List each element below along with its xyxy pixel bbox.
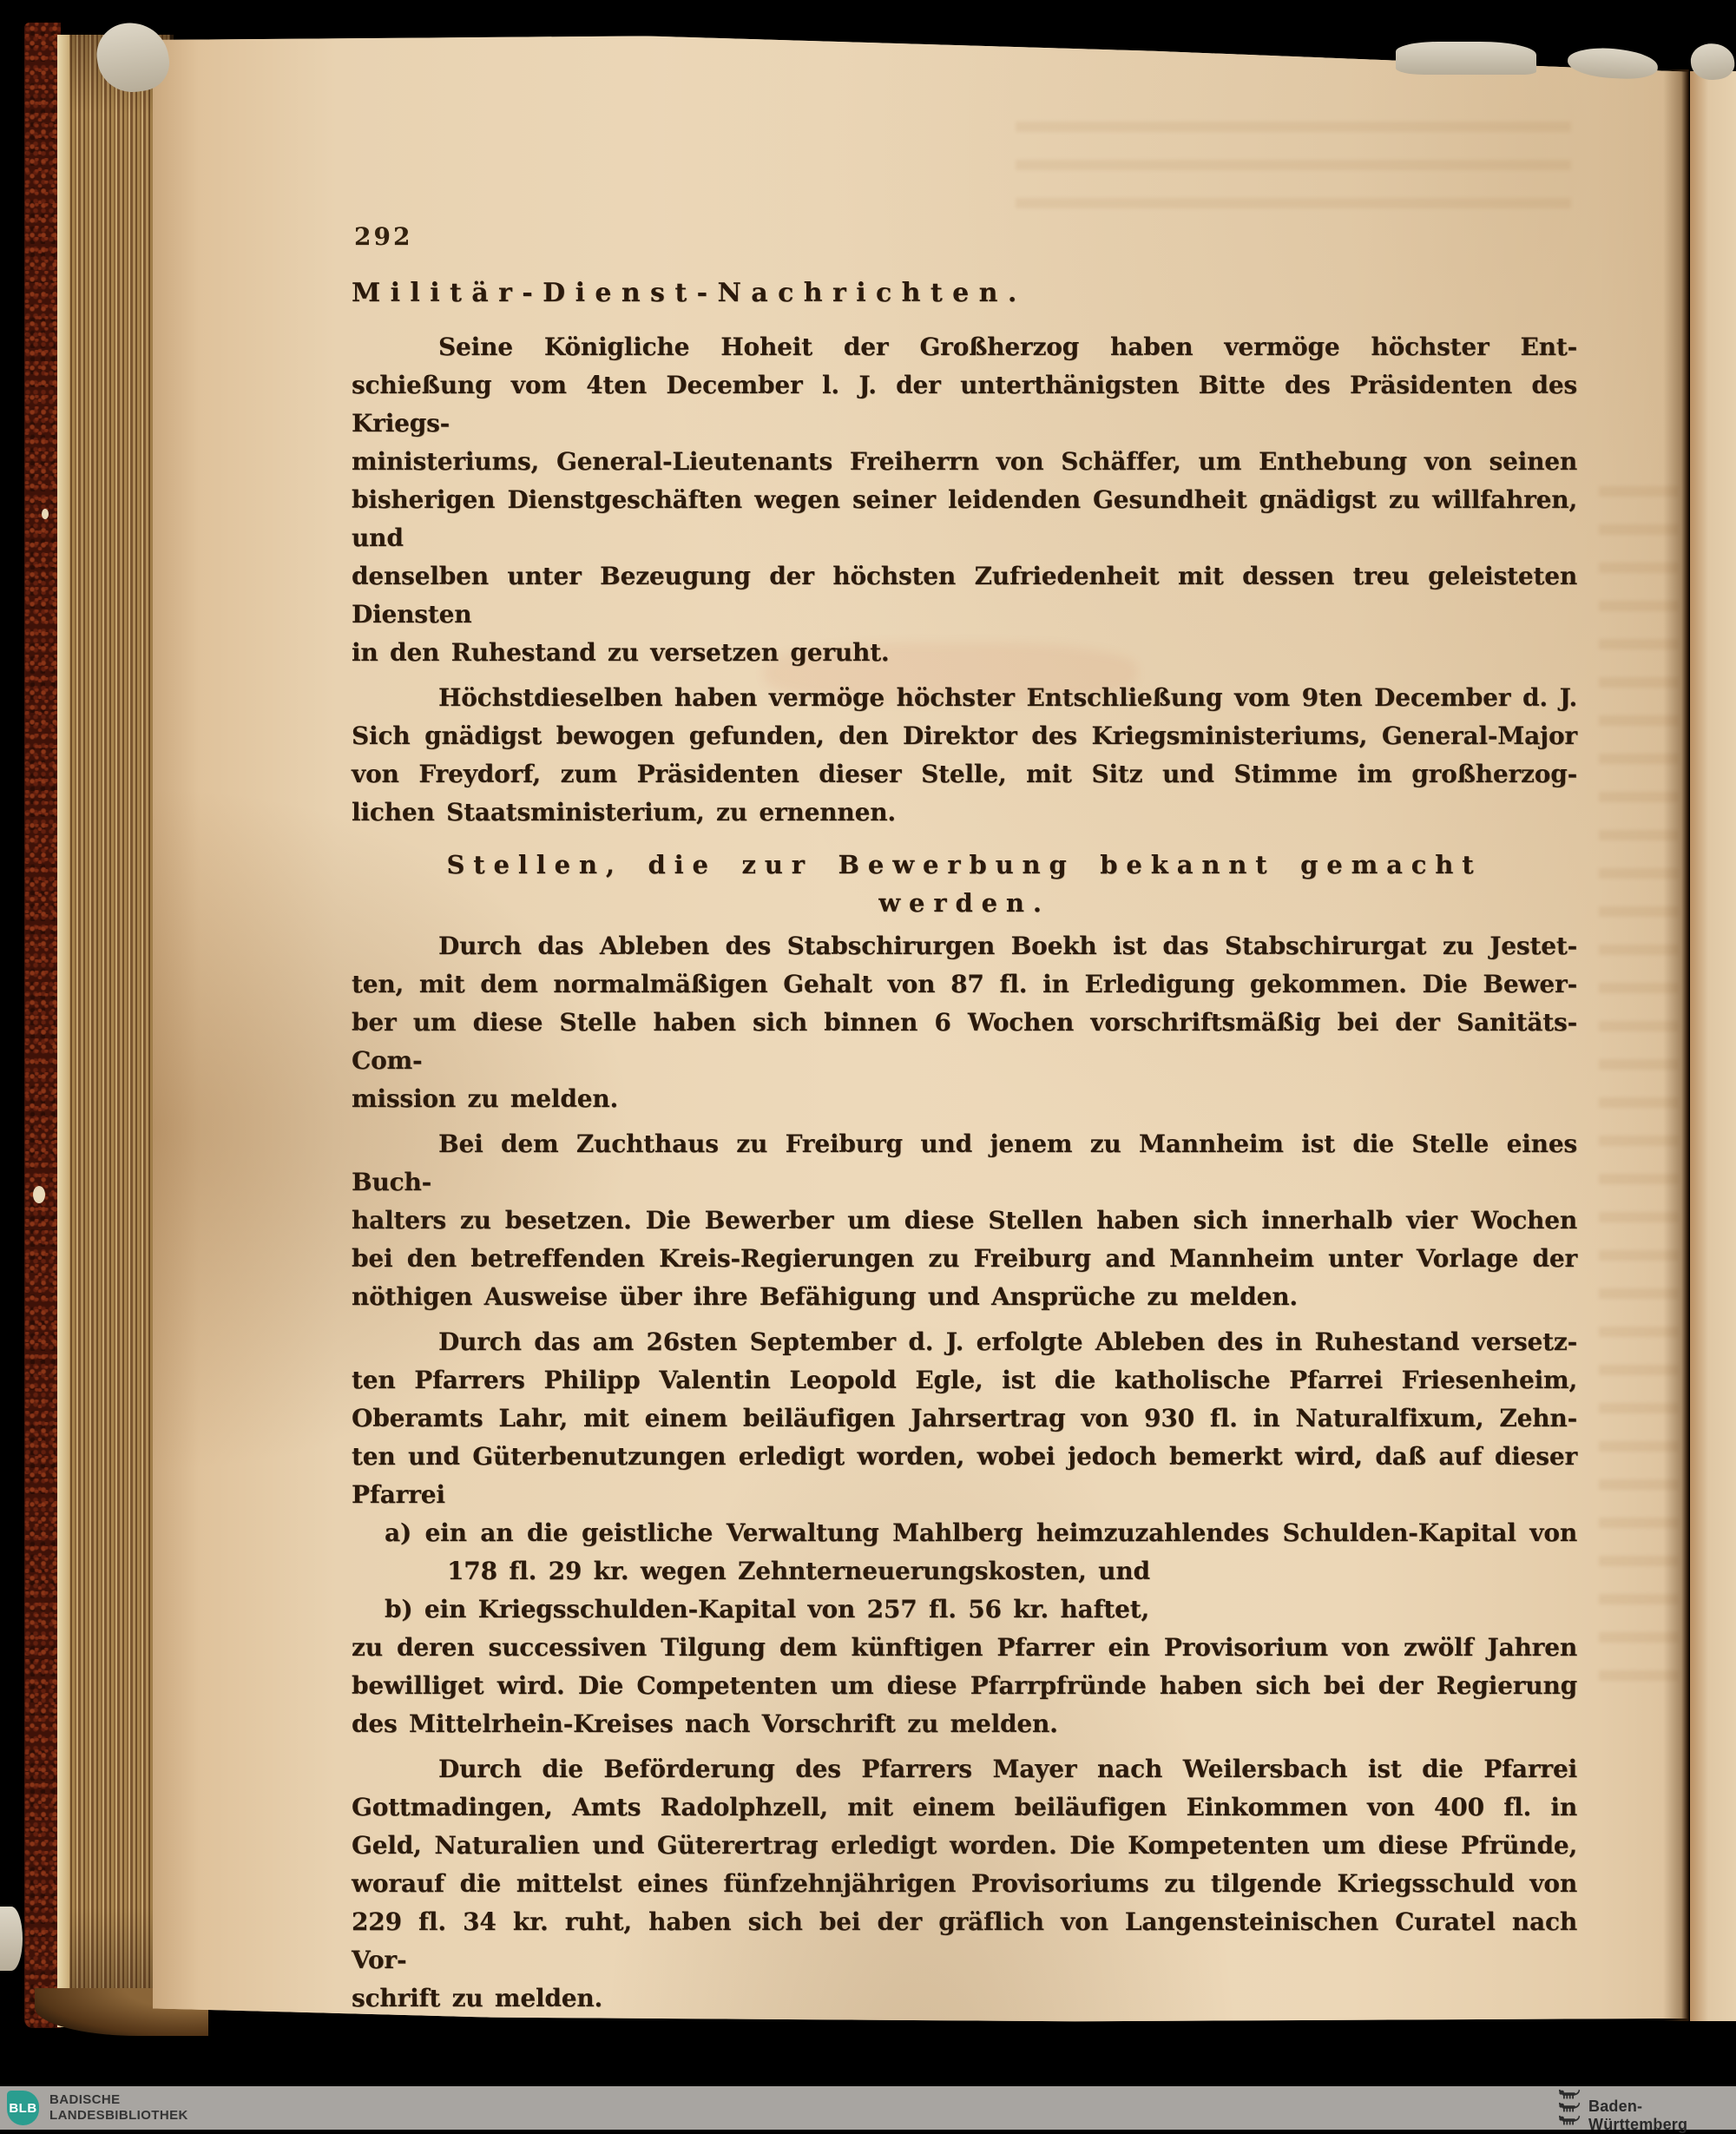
text-line: bisherigen Dienstgeschäften wegen seiner leidenden Gesundheit gnädigst zu willfahren, und: [352, 485, 1577, 552]
text-line: nöthigen Ausweise über ihre Befähigung und Ansprüche zu melden.: [352, 1282, 1298, 1311]
text-line: halters zu besetzen. Die Bewerber um diese Stellen haben sich innerhalb vier Wochen: [352, 1206, 1577, 1235]
facing-page-sliver: [1690, 71, 1736, 2021]
paragraph: [352, 1750, 1577, 2018]
section-heading: [352, 846, 1577, 922]
page-number: 292: [354, 222, 413, 251]
blb-library-name: [49, 2092, 188, 2124]
text-line: Sich gnädigst bewogen gefunden, den Direktor des Kriegsministeriums, General-Major: [352, 721, 1577, 750]
text-line: schießung vom 4ten December l. J. der unterthänigsten Bitte des Präsidenten des Kriegs-: [352, 371, 1577, 438]
text-line: Oberamts Lahr, mit einem beiläufigen Jahrsertrag von 930 fl. in Naturalfixum, Zehn-: [352, 1404, 1577, 1433]
text-line: Geld, Naturalien und Güterertrag erledigt worden. Die Kompetenten um diese Pfründe,: [352, 1831, 1577, 1860]
blb-library-name-line2: LANDESBIBLIOTHEK: [49, 2108, 188, 2123]
text-line: 229 fl. 34 kr. ruht, haben sich bei der gräflich von Langensteinischen Curatel nach Vor-: [352, 1907, 1577, 1974]
text-line: ten und Güterbenutzungen erledigt worden, wobei jedoch bemerkt wird, daß auf dieser: [352, 1442, 1577, 1471]
text-line: Militär-Dienst-Nachrichten.: [352, 278, 1027, 308]
text-line: lichen Staatsministerium, zu ernennen.: [352, 798, 896, 827]
text-line: schrift zu melden.: [352, 1984, 603, 2012]
text-line: ten, mit dem normalmäßigen Gehalt von 87 fl. in Erledigung gekommen. Die Bewer-: [352, 970, 1577, 998]
blb-logo: [7, 2091, 39, 2125]
paper-fragment: [1396, 42, 1536, 75]
paragraph: [352, 1591, 1577, 1629]
paragraph: [352, 1323, 1577, 1514]
text-line: Stellen, die zur Bewerbung bekannt gemacht werden.: [446, 850, 1483, 918]
text-line: bei den betreffenden Kreis-Regierungen zu Freiburg and Mannheim unter Vorlage der: [352, 1244, 1577, 1273]
text-line: Durch das Ableben des Stabschirurgen Boekh ist das Stabschirurgat zu Jestet-: [438, 932, 1577, 960]
text-line: 178 fl. 29 kr. wegen Zehnterneuerungskosten, und: [447, 1557, 1150, 1585]
text-line: Höchstdieselben haben vermöge höchster Entschließung vom 9ten December d. J.: [438, 683, 1577, 712]
paragraph: [352, 679, 1577, 832]
bleed-through-ghost: [1016, 122, 1571, 226]
paragraph: [352, 1125, 1577, 1316]
library-watermark-bar: [0, 2086, 1736, 2133]
page-text-column: [352, 274, 1577, 2025]
text-line: Gottmadingen, Amts Radolphzell, mit einem beiläufigen Einkommen von 400 fl. in: [352, 1793, 1577, 1821]
baden-wuerttemberg-label: Baden-Württemberg: [1588, 2098, 1688, 2133]
paragraph: [352, 927, 1577, 1118]
blb-library-name-line1: BADISCHE: [49, 2092, 121, 2107]
text-line: Pfarrei: [352, 1480, 445, 1509]
cover-wear-spot: [42, 509, 49, 519]
book-cover-marbled-edge: [24, 23, 61, 2028]
text-line: mission zu melden.: [352, 1084, 619, 1113]
paragraph: [352, 328, 1577, 672]
cover-wear-spot: [33, 1186, 45, 1203]
section-heading: [352, 274, 1577, 313]
text-line: Durch das am 26sten September d. J. erfolgte Ableben des in Ruhestand versetz-: [438, 1327, 1577, 1356]
text-line: des Mittelrhein-Kreises nach Vorschrift zu melden.: [352, 1709, 1058, 1738]
text-line: Durch die Beförderung des Pfarrers Mayer nach Weilersbach ist die Pfarrei: [438, 1755, 1577, 1783]
text-line: a) ein an die geistliche Verwaltung Mahlberg heimzuzahlendes Schulden-Kapital von: [385, 1518, 1577, 1547]
text-line: Bei dem Zuchthaus zu Freiburg und jenem zu Mannheim ist die Stelle eines Buch-: [352, 1130, 1577, 1196]
text-line: ber um diese Stelle haben sich binnen 6 Wochen vorschriftsmäßig bei der Sanitäts-Com-: [352, 1008, 1577, 1075]
text-line: denselben unter Bezeugung der höchsten Zufriedenheit mit dessen treu geleisteten Diensten: [352, 562, 1577, 629]
gutter-crease: [1663, 69, 1689, 2021]
paragraph: [352, 1629, 1577, 1743]
text-line: in den Ruhestand zu versetzen geruht.: [352, 638, 890, 667]
paragraph: [352, 1514, 1577, 1591]
text-line: ten Pfarrers Philipp Valentin Leopold Egle, ist die katholische Pfarrei Friesenheim,: [352, 1366, 1577, 1394]
paper-fragment: [0, 1907, 23, 1971]
baden-wuerttemberg-lions-icon: [1556, 2089, 1581, 2127]
text-line: b) ein Kriegsschulden-Kapital von 257 fl. 56 kr. haftet,: [385, 1595, 1150, 1624]
text-line: Seine Königliche Hoheit der Großherzog haben vermöge höchster Ent-: [438, 333, 1577, 361]
text-line: ministeriums, General-Lieutenants Freiherrn von Schäffer, um Enthebung von seinen: [352, 447, 1577, 476]
text-line: worauf die mittelst eines fünfzehnjährigen Provisoriums zu tilgende Kriegsschuld von: [352, 1869, 1577, 1898]
blb-logo-abbr: BLB: [9, 2100, 37, 2116]
text-line: von Freydorf, zum Präsidenten dieser Stelle, mit Sitz und Stimme im großherzog-: [352, 760, 1577, 788]
text-line: zu deren successiven Tilgung dem künftigen Pfarrer ein Provisorium von zwölf Jahren: [352, 1633, 1577, 1662]
text-line: bewilliget wird. Die Competenten um diese Pfarrpfründe haben sich bei der Regierung: [352, 1671, 1577, 1700]
